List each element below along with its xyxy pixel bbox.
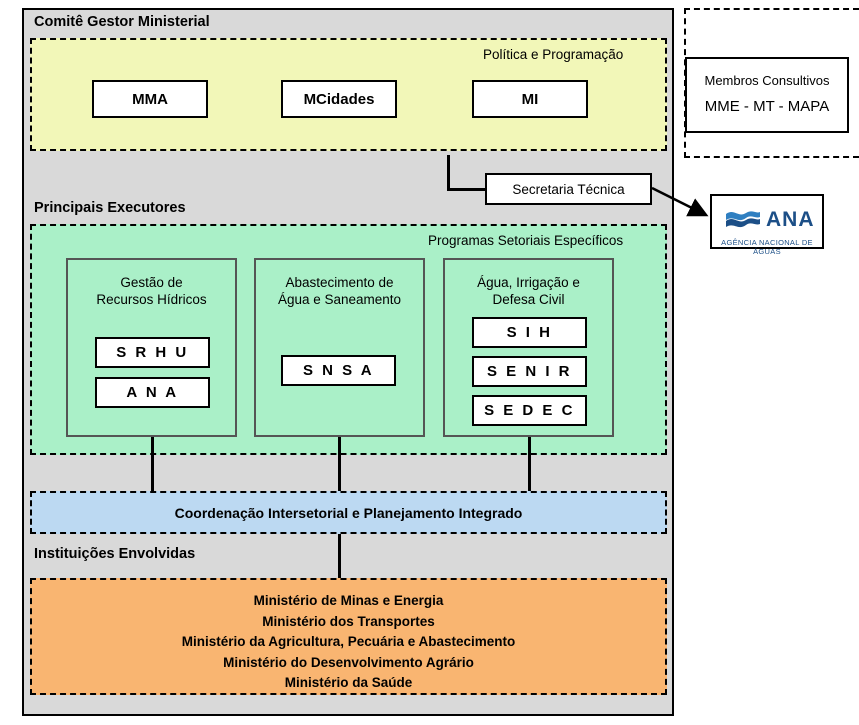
group2-title-line2: Água e Saneamento xyxy=(277,292,402,307)
institution-item: Ministério do Desenvolvimento Agrário xyxy=(223,654,474,670)
agency-ana-subtitle: AGÊNCIA NACIONAL DE ÁGUAS xyxy=(721,238,813,256)
consultative-members: MME - MT - MAPA xyxy=(704,98,830,115)
technical-secretariat-box[interactable]: Secretaria Técnica xyxy=(485,173,652,205)
consultative-members-box[interactable] xyxy=(685,57,849,133)
agency-ana-logo-box[interactable] xyxy=(710,194,824,256)
executors-programs-label: Programas Setoriais Específicos xyxy=(428,233,624,248)
institution-item: Ministério dos Transportes xyxy=(262,613,435,629)
connector-coordination-to-institutions xyxy=(338,534,341,579)
institutions-section-title: Instituições Envolvidas xyxy=(34,546,196,562)
connector-secretariat-vertical xyxy=(447,172,450,191)
entity-sih-box[interactable]: S I H xyxy=(472,317,587,348)
group1-title-line1: Gestão de xyxy=(120,275,183,290)
connector-secretariat-horizontal xyxy=(447,188,487,191)
entity-sedec-box[interactable]: S E D E C xyxy=(472,395,587,426)
committee-section-title: Comitê Gestor Ministerial xyxy=(34,14,210,30)
connector-group2-to-coordination xyxy=(338,437,341,492)
agency-ana-name: ANA xyxy=(766,208,815,231)
water-wave-icon xyxy=(724,208,762,232)
institution-item: Ministério da Agricultura, Pecuária e Abastecimento xyxy=(181,634,516,649)
ministry-mcidades-box[interactable]: MCidades xyxy=(281,80,397,118)
institutions-box xyxy=(30,578,667,695)
entity-senir-box[interactable]: S E N I R xyxy=(472,356,587,387)
ministry-mi-box[interactable]: MI xyxy=(472,80,588,118)
group3-title-line2: Defesa Civil xyxy=(492,292,565,307)
coordination-label: Coordenação Intersetorial e Planejamento Integrado xyxy=(174,504,523,521)
institution-item: Ministério da Saúde xyxy=(284,675,413,690)
connector-group3-to-coordination xyxy=(528,437,531,492)
coordination-bar xyxy=(30,491,667,534)
connector-group1-to-coordination xyxy=(151,437,154,492)
group3-title-line1: Água, Irrigação e xyxy=(477,275,580,290)
institution-item: Ministério de Minas e Energia xyxy=(253,593,444,608)
group1-title-line2: Recursos Hídricos xyxy=(96,292,207,307)
entity-snsa-box[interactable]: S N S A xyxy=(281,355,396,386)
executors-section-title: Principais Executores xyxy=(34,200,186,216)
entity-srhu-box[interactable]: S R H U xyxy=(95,337,210,368)
program-group-water-supply-sanitation xyxy=(254,258,425,437)
ministry-mma-box[interactable]: MMA xyxy=(92,80,208,118)
consultative-label: Membros Consultivos xyxy=(704,73,830,88)
entity-ana-box[interactable]: A N A xyxy=(95,377,210,408)
group2-title-line1: Abastecimento de xyxy=(285,275,394,290)
committee-policy-label: Política e Programação xyxy=(483,47,624,62)
